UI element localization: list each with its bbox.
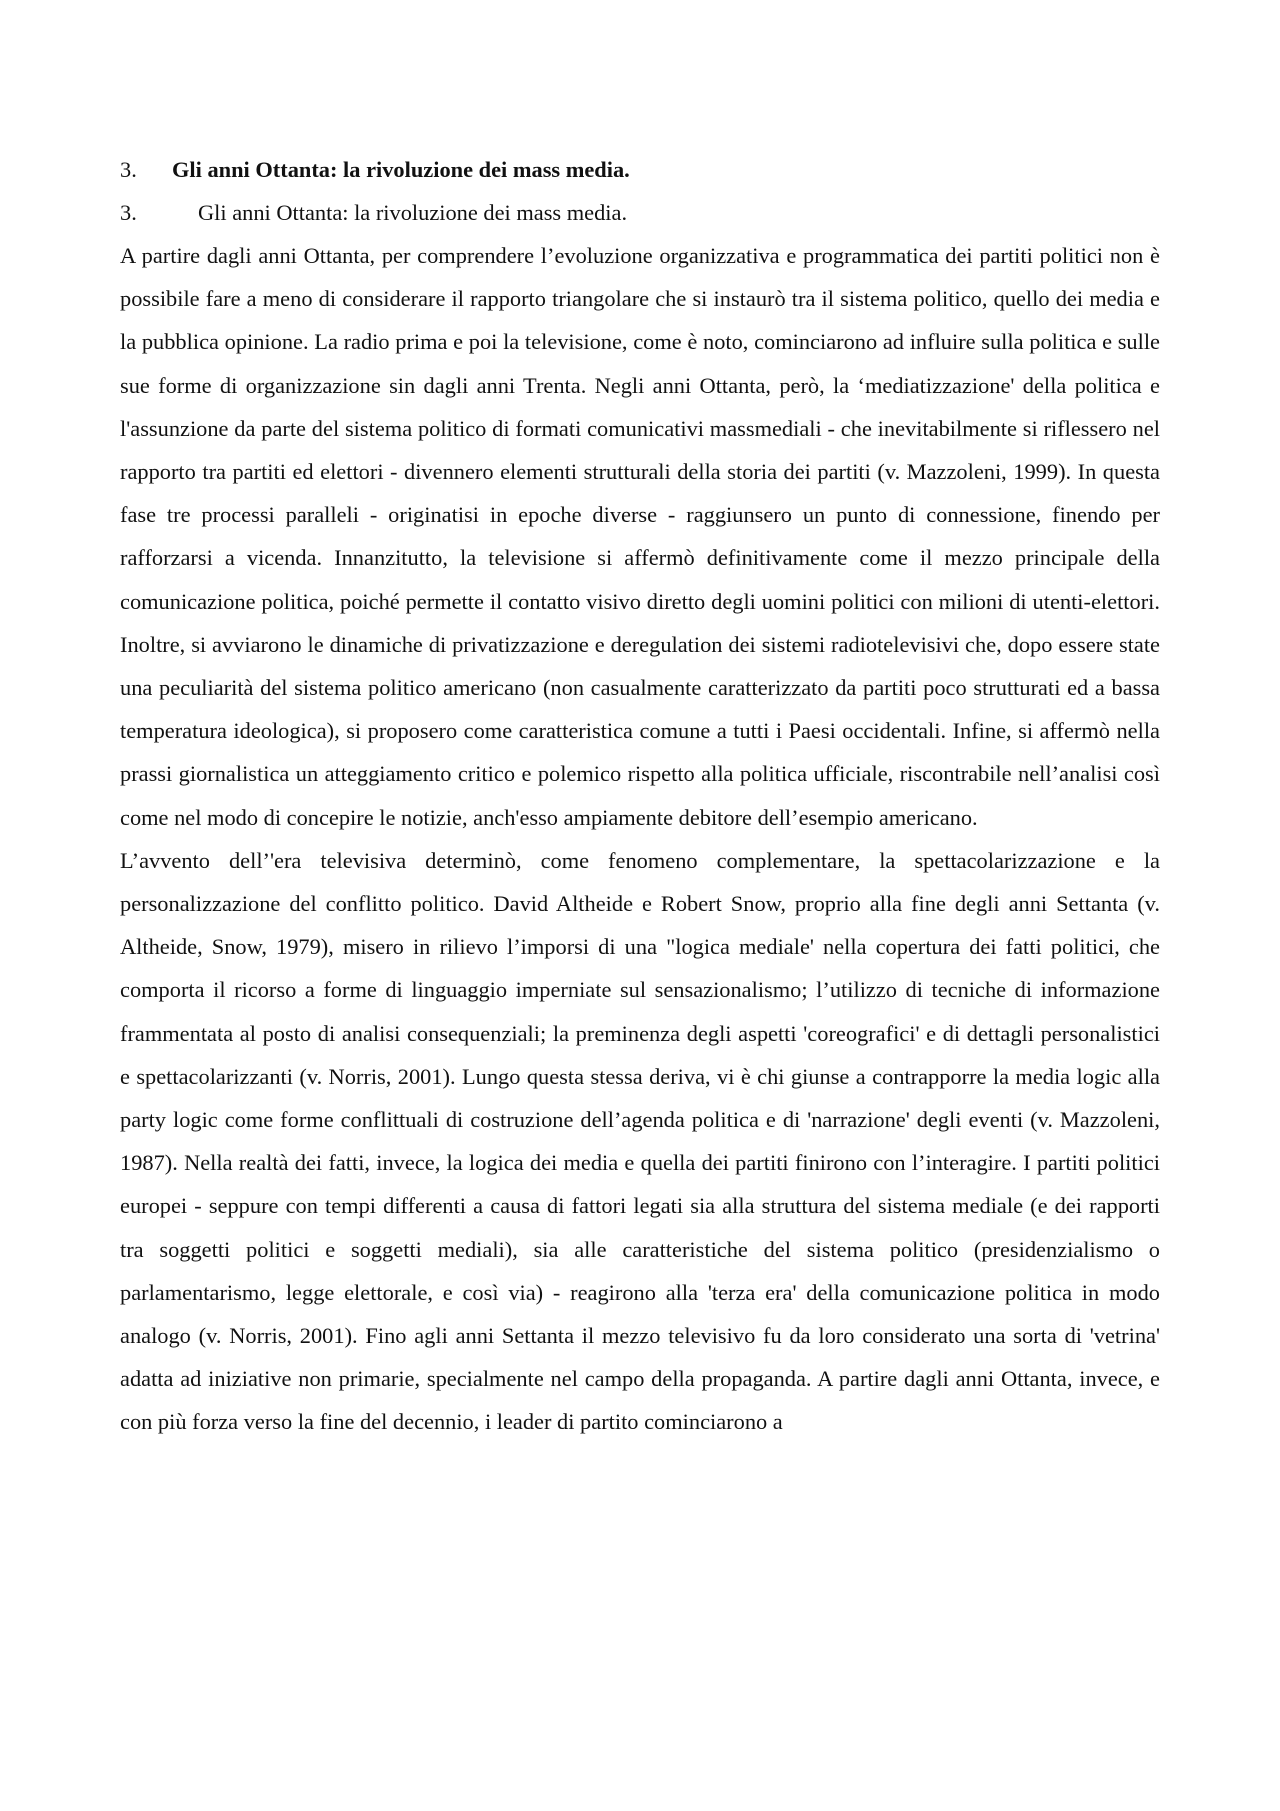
- paragraph-mediatization: A partire dagli anni Ottanta, per comprendere l’evoluzione organizzativa e programmatica dei partiti politici non è possibile fare a meno di considerare il rapporto triangolare che si instaurò tra il sistema politico, quello dei media e la pubblica opinione. La radio prima e poi la televisione, come è noto, cominciarono ad influire sulla politica e sulle sue forme di organizzazione sin dagli anni Trenta. Negli anni Ottanta, però, la ‘mediatizzazione' della politica e l'assunzione da parte del sistema politico di formati comunicativi massmediali - che inevitabilmente si riflessero nel rapporto tra partiti ed elettori - divennero elementi strutturali della storia dei partiti (v. Mazzoleni, 1999). In questa fase tre processi paralleli - originatisi in epoche diverse - raggiunsero un punto di connessione, finendo per rafforzarsi a vicenda. Innanzitutto, la televisione si affermò definitivamente come il mezzo principale della comunicazione politica, poiché permette il contatto visivo diretto degli uomini politici con milioni di utenti-elettori. Inoltre, si avviarono le dinamiche di privatizzazione e deregulation dei sistemi radiotelevisivi che, dopo essere state una peculiarità del sistema politico americano (non casualmente caratterizzato da partiti poco strutturati ed a bassa temperatura ideologica), si proposero come caratteristica comune a tutti i Paesi occidentali. Infine, si affermò nella prassi giornalistica un atteggiamento critico e polemico rispetto alla politica ufficiale, riscontrabile nell’analisi così come nel modo di concepire le notizie, anch'esso ampiamente debitore dell’esempio americano.: [120, 243, 1160, 830]
- section-title: Gli anni Ottanta: la rivoluzione dei mass media.: [172, 157, 630, 182]
- document-body: [120, 148, 1160, 1444]
- section-title: Gli anni Ottanta: la rivoluzione dei mass media.: [198, 200, 628, 225]
- section-number: 3.: [120, 157, 137, 182]
- paragraph-television-era: L’avvento dell’'era televisiva determinò, come fenomeno complementare, la spettacolarizzazione e la personalizzazione del conflitto politico. David Altheide e Robert Snow, proprio alla fine degli anni Settanta (v. Altheide, Snow, 1979), misero in rilievo l’imporsi di una "logica mediale' nella copertura dei fatti politici, che comporta il ricorso a forme di linguaggio imperniate sul sensazionalismo; l’utilizzo di tecniche di informazione frammentata al posto di analisi consequenziali; la preminenza degli aspetti 'coreografici' e di dettagli personalistici e spettacolarizzanti (v. Norris, 2001). Lungo questa stessa deriva, vi è chi giunse a contrapporre la media logic alla party logic come forme conflittuali di costruzione dell’agenda politica e di 'narrazione' degli eventi (v. Mazzoleni, 1987). Nella realtà dei fatti, invece, la logica dei media e quella dei partiti finirono con l’interagire. I partiti politici europei - seppure con tempi differenti a causa di fattori legati sia alla struttura del sistema mediale (e dei rapporti tra soggetti politici e soggetti mediali), sia alle caratteristiche del sistema politico (presidenzialismo o parlamentarismo, legge elettorale, e così via) - reagirono alla 'terza era' della comunicazione politica in modo analogo (v. Norris, 2001). Fino agli anni Settanta il mezzo televisivo fu da loro considerato una sorta di 'vetrina' adatta ad iniziative non primarie, specialmente nel campo della propaganda. A partire dagli anni Ottanta, invece, e con più forza verso la fine del decennio, i leader di partito cominciarono a: [120, 847, 1160, 1435]
- section-number: 3.: [120, 200, 137, 225]
- section-heading-plain: [120, 191, 1160, 234]
- section-heading-bold: [120, 148, 1160, 191]
